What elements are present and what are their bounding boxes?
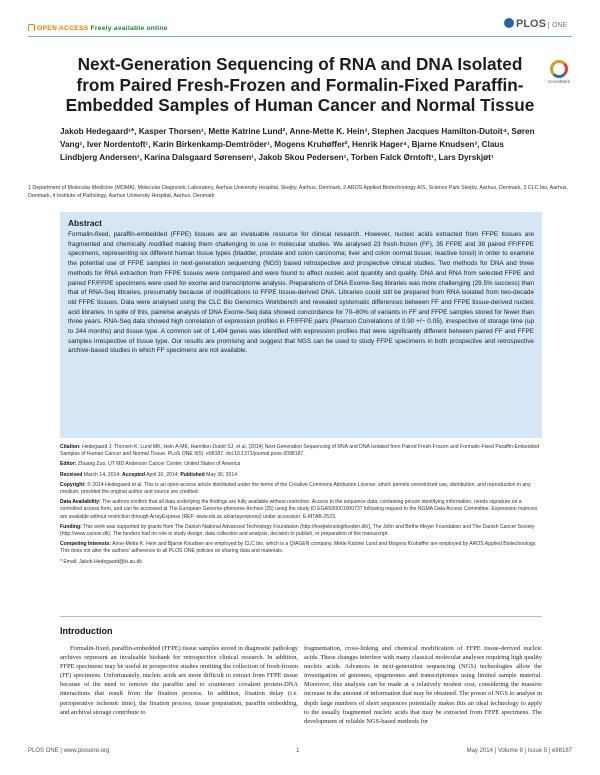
affiliations: 1 Department of Molecular Medicine (MOMA), Molecular Diagnostic Laboratory, Aarhus University Hospital, Skejby, Aarhus, Denmark, 2 AROS Applied Biotechnology A/S, Science Park Skejby, Aarhus, Denmark, 3 CLC bio, Aarhus, Denmark, 4 Institute of Pathology, Aarhus University Hospital, Aarhus, Denmark [28, 185, 568, 200]
data-availability-label: Data Availability: [60, 499, 101, 506]
author-list: Jakob Hedegaard¹*, Kasper Thorsen¹, Mette Katrine Lund², Anne-Mette K. Hein³, Stephen Jacques Hamilton-Dutoit⁴, Søren Vang¹, Iver Nordentoft¹, Karin Birkenkamp-Demtröder¹, Mogens Kruhøffer², Henrik Hager⁴, Bjarne Knudsen³, Claus Lindbjerg Andersen¹, Karina Dalsgaard Sørensen¹, Jakob Skou Pedersen¹, Torben Falck Ørntoft¹, Lars Dyrskjøt¹ [60, 127, 535, 162]
editor-block [60, 461, 542, 468]
copyright-block [60, 482, 542, 496]
journal-name: PLOS [516, 18, 546, 30]
editor-label: Editor: [60, 461, 77, 468]
published-date: May 30, 2014 [206, 471, 238, 478]
access-label: ACCESS [58, 25, 89, 32]
email-line[interactable]: * Email: Jakob.Hedegaard@ki.au.dk [60, 558, 142, 565]
published-label: Published [180, 471, 205, 478]
plos-circle-icon [504, 18, 514, 28]
crossmark-icon [550, 60, 568, 78]
journal-logo [504, 18, 567, 30]
introduction-heading: Introduction [60, 626, 113, 636]
header-rule [28, 36, 572, 37]
metadata-rule [60, 616, 542, 617]
abstract-text: Formalin-fixed, paraffin-embedded (FFPE) tissues are an invaluable resource for clinical research. However, nucleic acids extracted from FFPE tissues are fragmented and chemically modified making them challenging to use in molecular studies. We analysed 23 fresh-frozen (FF), 35 FFPE and 38 paired FF/FFPE specimens, representing six different human tissue types (bladder, prostate and colon carcinoma; liver and colon normal tissue; reactive tonsil) in order to examine the potential use of FFPE samples in next-generation sequencing (NGS) based retrospective and prospective clinical studies. Two methods for DNA and three methods for RNA extraction from FFPE tissues were compared and were found to affect nucleic acid quantity and quality. DNA and RNA from selected FFPE and paired FF/FFPE specimens were used for exome and transcriptome analysis. Preparations of DNA Exome-Seq libraries was more challenging (29.5% success) than that of RNA-Seq libraries, presumably because of modifications to FFPE tissue-derived DNA. Libraries could still be prepared from RNA isolated from two-decade old FFPE tissues. Data were analysed using the CLC Bio Genomics Workbench and revealed systematic differences between FF and FFPE tissue-derived nucleic acid libraries. In spite of this, pairwise analysis of DNA Exome-Seq data showed concordance for 70–80% of variants in FF and FFPE samples stored for fewer than three years. RNA-Seq data showed high correlation of expression profiles in FF/FFPE pairs (Pearson Correlations of 0.90 +/− 0.05), irrespective of storage time (up to 244 months) and tissue type. A common set of 1,494 genes was identified with expression profiles that were significantly different between paired FF and FFPE samples irrespective of tissue type. Our results are promising and suggest that NGS can be used to study FFPE specimens in both prospective and retrospective archive-based studies in which FF specimens are not available. [68, 231, 534, 355]
open-access-banner [28, 24, 168, 32]
citation-label: Citation: [60, 444, 81, 450]
accepted-date: April 10, 2014; [146, 471, 179, 478]
intro-column-left: Formalin-fixed, paraffin-embedded (FFPE) tissue samples stored in diagnostic pathology archives represent an invaluable biobank for retrospective clinical research. In addition, FFPE specimens may be useful in prospective studies omitting the collection of fresh-frozen (FF) specimens. Unfortunately, nucleic acids are more difficult to extract from FFPE tissue because of the need to remove the paraffin and to counteract covalent protein-DNA interactions that result from the fixation process. In addition, fixation delay (i.e. perioperative ischemic time), the fixation process, tissue preparation, paraffin embedding, and archival storage contribute to [60, 645, 298, 716]
editor-text: Zhuang Zuo, UT MD Anderson Cancer Center, United States of America [77, 461, 241, 468]
received-label: Received [60, 471, 83, 478]
footer-journal-url[interactable]: PLOS ONE | www.plosone.org [28, 748, 110, 754]
crossmark-label: CrossMark [548, 79, 570, 84]
accepted-label: Accepted [122, 471, 145, 478]
copyright-label: Copyright: [60, 481, 86, 488]
open-lock-icon [28, 24, 35, 31]
competing-interests-text: Anne-Mette K. Hein and Bjarne Knudsen are employed by CLC bio, which is a QIAGEN company. Mette Katrine Lund and Mogens Kruhøffer are employed by AROS Applied Biotechnology. This does not alter the authors' adherence to all PLOS ONE policies on sharing data and materials. [60, 541, 537, 555]
journal-subname: ONE [548, 22, 567, 29]
competing-interests-block [60, 541, 542, 555]
open-label: OPEN [37, 25, 58, 32]
data-availability-text: The authors confirm that all data underlying the findings are fully available without restriction. Access to the sequence data, containing person identifying information, needs signature on a controlled access form, and can be accessed at The European Genome-phenome Archive (25) using the study ID EGAS00001000737 following request to the NGMA Data Access Committee. Expression matrices are available without restriction through ArrayExpress (REF: www.ebi.ac.uk/arrayexpress) under accession: E-MTAB-2523. [60, 499, 538, 520]
footer-issue-info: May 2014 | Volume 9 | Issue 5 | e98187 [466, 748, 572, 754]
funding-label: Funding: [60, 523, 82, 530]
received-date: March 14, 2014; [83, 471, 121, 478]
crossmark-badge[interactable] [544, 60, 574, 84]
abstract-heading: Abstract [68, 218, 102, 228]
abstract-box [60, 212, 542, 438]
funding-block [60, 524, 542, 538]
dates-block [60, 472, 542, 479]
data-availability-block [60, 499, 542, 521]
article-metadata [60, 444, 542, 569]
citation-text: Hedegaard J, Thorsen K, Lund MK, Hein A-MK, Hamilton-Dutoit SJ, et al. (2014) Next-Generation Sequencing of RNA and DNA Isolated from Paired Fresh-Frozen and Formalin-Fixed Paraffin-Embedded Samples of Human Cancer and Normal Tissue. PLoS ONE 9(5): e98187. doi:10.1371/journal.pone.0098187 [60, 444, 540, 458]
citation-block [60, 444, 542, 458]
article-title: Next-Generation Sequencing of RNA and DNA Isolated from Paired Fresh-Frozen and Formalin-Fixed Paraffin-Embedded Samples of Human Cancer and Normal Tissue [65, 54, 535, 115]
intro-column-right: fragmentation, cross-linking and chemical modification of FFPE tissue-derived nucleic acids. These changes interfere with many classical molecular analyses requiring high quality nucleic acids. Advances in next-generation sequencing (NGS) technologies allow the investigation of genomes, epigenomes and transcriptomes using limited sample material. Moreover, this analysis can be made at a relatively modest cost, considering the massive increase in the amount of information that may be obtained. The power of NGS to analyse in depth large numbers of short sequences potentially makes this an ideal technology to apply to the usually fragmented nucleic acids that may be extracted from FFPE specimens. The development of reliable NGS-based methods for [304, 645, 542, 725]
copyright-text: © 2014 Hedegaard et al. This is an open-access article distributed under the terms of the Creative Commons Attribution License, which permits unrestricted use, distribution, and reproduction in any medium, provided the original author and source are credited. [60, 481, 531, 496]
funding-text: This work was supported by grants from The Danish National Advanced Technology Foundation (http://hoejteknologifonden.dk/), The John and Birthe Meyer Foundation and The Danish Cancer Society (http://www.cancer.dk). The funders had no role in study design, data collection and analysis, decision to publish, or preparation of the manuscript. [60, 523, 535, 538]
competing-interests-label: Competing Interests: [60, 541, 111, 548]
freely-available-label: Freely available online [90, 25, 168, 32]
footer-page-number: 1 [296, 748, 300, 754]
